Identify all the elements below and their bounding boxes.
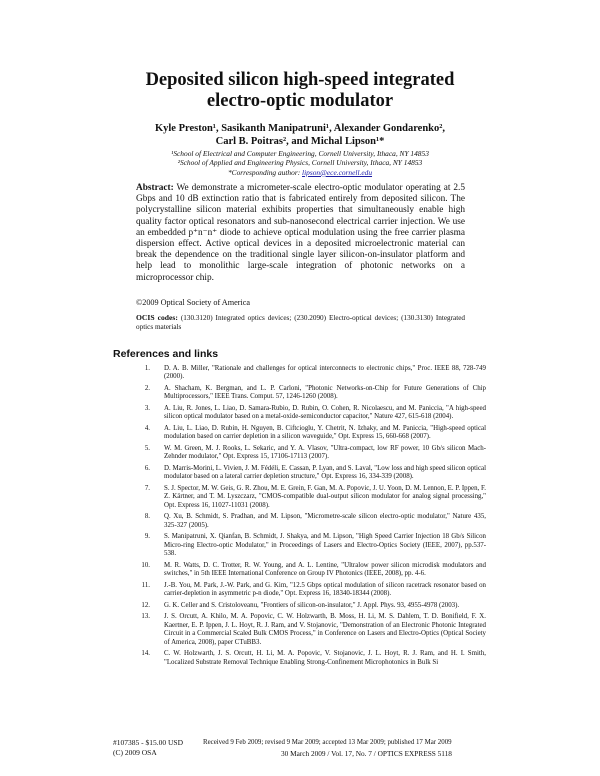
reference-text: A. Shacham, K. Bergman, and L. P. Carloni, "Photonic Networks-on-Chip for Future Generations of Chip Multiprocessors," IEEE Trans. Comput. 57, 1246-1260 (2008). — [164, 385, 486, 401]
reference-text: S. J. Spector, M. W. Geis, G. R. Zhou, M. E. Grein, F. Gan, M. A. Popovic, J. U. Yoon, D. M. Lennon, E. P. Ippen, F. Z. Kärtner, and T. M. Lyszczarz, "CMOS-compatible dual-output silicon modulator for analog signal processing," Opt. Express 16, 11027-11031 (2008). — [164, 485, 486, 509]
reference-text: C. W. Holzwarth, J. S. Orcutt, H. Li, M. A. Popovic, V. Stojanovic, J. L. Hoyt, R. J. Ram, and H. I. Smith, "Localized Substrate Removal Technique Enabling Strong-Confinement Microphotonics in Bulk Si — [164, 650, 486, 666]
reference-number: 13. — [141, 613, 150, 621]
reference-item — [0, 385, 600, 402]
reference-number: 9. — [144, 533, 150, 541]
author-list — [0, 122, 600, 148]
reference-number: 6. — [144, 465, 150, 472]
reference-number: 14. — [141, 650, 150, 658]
footer-price: #107385 - $15.00 USD — [113, 738, 184, 747]
reference-item — [0, 465, 600, 482]
reference-text: M. R. Watts, D. C. Trotter, R. W. Young, and A. L. Lentine, "Ultralow power silicon microdisk modulators and switches," in 5th IEEE International Conference on Group IV Photonics (IEEE, 2008), pp. 4-6. — [164, 561, 486, 578]
reference-number: 2. — [144, 385, 150, 392]
reference-number: 11. — [141, 581, 150, 589]
reference-item — [0, 562, 600, 579]
reference-item — [0, 513, 600, 530]
email-link[interactable]: lipson@ece.cornell.edu — [302, 167, 373, 177]
affiliation-2: ²School of Applied and Engineering Physics, Cornell University, Ithaca, NY 14853 — [177, 158, 423, 168]
abstract-label: Abstract: — [136, 183, 174, 193]
reference-number: 12. — [141, 601, 150, 609]
reference-text: S. Manipatruni, X. Qianfan, B. Schmidt, J. Shakya, and M. Lipson, "High Speed Carrier Injection 18 Gb/s Silicon Micro-ring Electro-optic Modulator," in Proceedings of Lasers and Electro-Optics Society (IEEE, 2007), pp.537-538. — [164, 533, 486, 558]
reference-text: G. K. Celler and S. Cristoloveanu, "Frontiers of silicon-on-insulator," J. Appl. Phys. 93, 4955-4978 (2003). — [164, 601, 460, 609]
reference-text: A. Liu, L. Liao, D. Rubin, H. Nguyen, B. Ciftcioglu, Y. Chetrit, N. Izhaky, and M. Paniccia, "High-speed optical modulation based on carrier depletion in a silicon waveguide," Opt. Express 15, 660-668 (2007). — [164, 425, 486, 441]
reference-text: W. M. Green, M. J. Rooks, L. Sekaric, and Y. A. Vlasov, "Ultra-compact, low RF power, 10 Gb/s silicon Mach-Zehnder modulator," Opt. Express 15, 17106-17113 (2007). — [164, 445, 486, 461]
footer-copyright: (C) 2009 OSA — [113, 748, 157, 757]
reference-text: A. Liu, R. Jones, L. Liao, D. Samara-Rubio, D. Rubin, O. Cohen, R. Nicolaescu, and M. Paniccia, "A high-speed silicon optical modulator based on a metal-oxide-semiconductor capacitor," Nature 427, 615-618 (2004). — [164, 405, 486, 421]
corresponding-author — [0, 168, 600, 177]
affiliation-1: ¹School of Electrical and Computer Engineering, Cornell University, Ithaca, NY 14853 — [171, 149, 429, 158]
reference-number: 8. — [144, 513, 150, 521]
reference-item — [0, 650, 600, 667]
reference-number: 10. — [141, 561, 150, 569]
reference-text: J.-B. You, M. Park, J.-W. Park, and G. Kim, "12.5 Gbps optical modulation of silicon racetrack resonator based on carrier-depletion in asymmetric p-n diode," Opt. Express 16, 18340-18344 (2008). — [164, 581, 486, 598]
reference-text: D. A. B. Miller, "Rationale and challenges for optical interconnects to electronic chips," Proc. IEEE 88, 728-749 (2000). — [164, 365, 486, 381]
reference-number: 3. — [144, 405, 150, 412]
abstract-text: We demonstrate a micrometer-scale electro-optic modulator operating at 2.5 Gbps and 10 dB extinction ratio that is fabricated entirely from deposited silicon. The polycrystalline silicon material exhibits properties that simultaneously enable high quality factor optical resonators and sub-nanosecond electrical carrier injection. We use an embedded p⁺n⁻n⁺ diode to achieve optical modulation using the free carrier plasma dispersion effect. Active optical devices in a deposited microelectronic material can break the dependence on the traditional single layer silicon-on-insulator platform and help lead to monolithic large-scale integration of photonic networks on a microprocessor chip. — [136, 183, 466, 283]
reference-item — [0, 602, 600, 610]
affiliations — [0, 149, 600, 177]
authors-line-1: Kyle Preston¹, Sasikanth Manipatruni¹, Alexander Gondarenko², — [154, 123, 446, 134]
footer-received-dates: Received 9 Feb 2009; revised 9 Mar 2009; accepted 13 Mar 2009; published 17 Mar 2009 — [203, 739, 452, 746]
authors-line-2: Carl B. Poitras², and Michal Lipson¹* — [215, 136, 385, 147]
reference-item — [0, 425, 600, 442]
footer-journal-citation: 30 March 2009 / Vol. 17, No. 7 / OPTICS EXPRESS 5118 — [281, 749, 452, 758]
ocis-label: OCIS codes: — [136, 313, 178, 322]
reference-item — [0, 533, 600, 558]
reference-text: Q. Xu, B. Schmidt, S. Pradhan, and M. Lipson, "Micrometre-scale silicon electro-optic modulator," Nature 435, 325-327 (2005). — [164, 513, 486, 529]
reference-number: 5. — [144, 445, 150, 452]
ocis-text: (130.3120) Integrated optics devices; (230.2090) Electro-optical devices; (130.3130) Integrated optics materials — [136, 314, 466, 331]
reference-number: 7. — [144, 485, 150, 492]
reference-item — [0, 365, 600, 382]
ocis-codes — [136, 313, 465, 332]
title-line-2: electro-optic modulator — [206, 91, 394, 111]
corresponding-label: *Corresponding author: — [227, 167, 301, 177]
abstract — [136, 183, 465, 284]
osa-copyright: ©2009 Optical Society of America — [136, 298, 250, 307]
reference-item — [0, 613, 600, 647]
reference-item — [0, 582, 600, 599]
reference-number: 1. — [144, 365, 150, 372]
references-heading: References and links — [113, 348, 219, 360]
reference-item — [0, 405, 600, 422]
reference-text: D. Marris-Morini, L. Vivien, J. M. Fédéli, E. Cassan, P. Lyan, and S. Laval, "Low loss and high speed silicon optical modulator based on a lateral carrier depletion structure," Opt. Express 16, 334-339 (2008). — [164, 465, 486, 481]
reference-item — [0, 445, 600, 462]
reference-item — [0, 485, 600, 510]
paper-title — [0, 70, 600, 112]
footer-left — [113, 738, 183, 758]
title-line-1: Deposited silicon high-speed integrated — [145, 70, 455, 90]
reference-number: 4. — [144, 425, 150, 432]
reference-list — [0, 365, 600, 670]
reference-text: J. S. Orcutt, A. Khilo, M. A. Popovic, C. W. Holzwarth, B. Moss, H. Li, M. S. Dahlem, T. D. Bonifield, F. X. Kaertner, E. P. Ippen, J. L. Hoyt, R. J. Ram, and V. Stojanovic, "Demonstration of an Electronic Photonic Integrated Circuit in a Commercial Scaled Bulk CMOS Process," in Conference on Lasers and Electro-Optics (Optical Society of America, 2008), paper CTuBB3. — [164, 613, 486, 646]
